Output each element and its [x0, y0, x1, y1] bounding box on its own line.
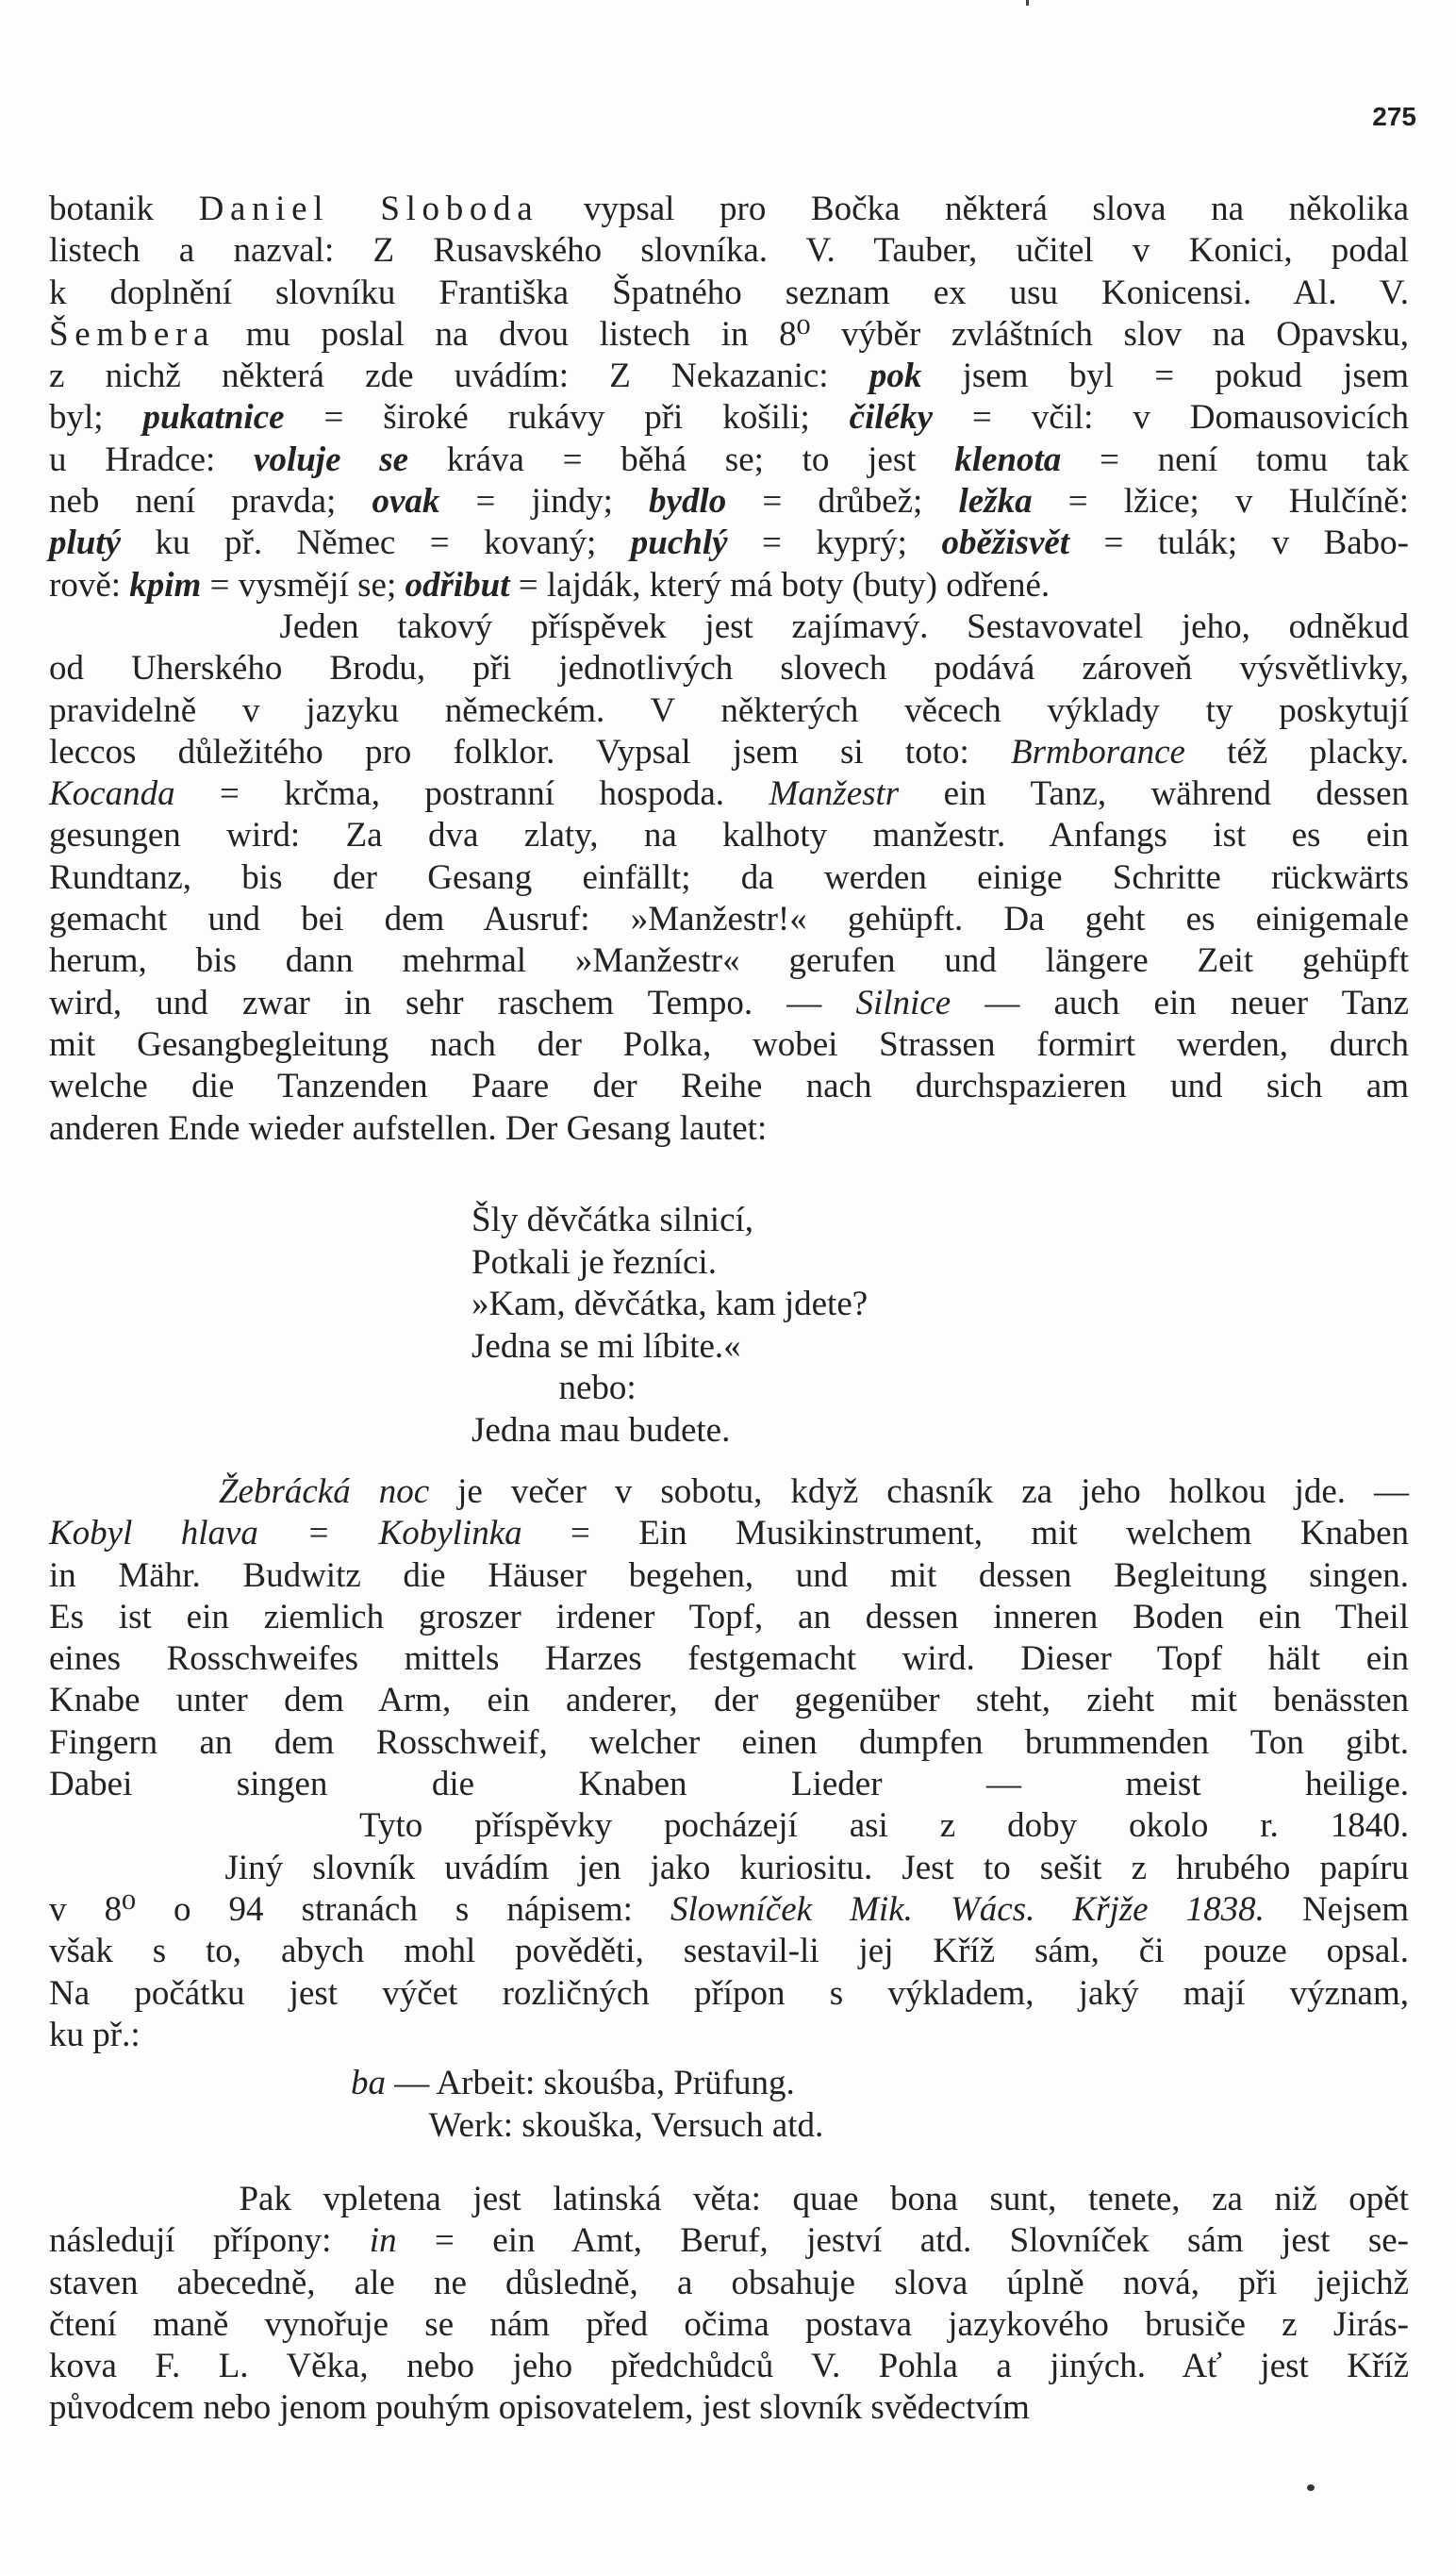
text-line [49, 1848, 1409, 1889]
verse-line: Potkali je řezníci. [472, 1242, 717, 1282]
headword: Manžestr [769, 774, 900, 814]
headword: Žebrácká noc [218, 1472, 430, 1511]
text-line [49, 1024, 1409, 1066]
text-run: Jeden takový příspěvek jest zajímavý. Sestavovatel jeho, odněkud [49, 607, 1409, 646]
text-run: Nejsem [1264, 1889, 1409, 1929]
text-run: — Arbeit: skouśba, Prüfung. [386, 2064, 795, 2102]
headword: bydlo [649, 482, 727, 522]
text-run: Werk: skouška, Versuch atd. [351, 2105, 824, 2145]
text-run: = ein Amt, Beruf, jeství atd. Slovníček sám jest se- [396, 2221, 1409, 2261]
text-run: mit Gesangbegleitung nach der Polka, wobei Strassen formirt werden, durch [49, 1024, 1409, 1064]
text-run: = lžice; v Hulčíně: [1032, 482, 1409, 522]
headword: puchlý [630, 523, 728, 563]
text-run: = Ein Musikinstrument, mit welchem Knaben [521, 1514, 1409, 1553]
verse-line: Jedna se mi líbite.« [472, 1326, 741, 1366]
text-line [49, 565, 1409, 606]
text-run: leccos důležitého pro folklor. Vypsal jsem si toto: [49, 732, 1011, 772]
headword: Kobyl hlava = Kobylinka [49, 1514, 522, 1553]
ink-speck [1307, 2484, 1315, 2491]
text-run: = drůbež; [726, 482, 959, 522]
text-run: Dabei singen die Knaben Lieder — meist heilige. [49, 1765, 1409, 1804]
text-line [49, 314, 1409, 356]
text-line [49, 2179, 1409, 2220]
text-line [49, 273, 1409, 314]
verse-song [472, 1200, 1132, 1452]
paragraph-manzestr-dance [49, 606, 1409, 1150]
text-line [49, 648, 1409, 689]
headword: ba [351, 2064, 386, 2102]
text-run: neb není pravda; [49, 482, 372, 522]
headword: čiléky [849, 398, 933, 438]
text-run: = kyprý; [727, 523, 942, 563]
headword: ležka [958, 482, 1033, 522]
text-line [49, 983, 1409, 1024]
headword: pukatnice [142, 398, 285, 438]
text-run: Tyto příspěvky pocházejí asi z doby okolo r. 1840. [49, 1806, 1409, 1846]
text-run: u Hradce: [49, 440, 255, 479]
text-line [49, 732, 1409, 773]
text-line [49, 2387, 1409, 2429]
text-run: jsem byl = pokud jsem [921, 357, 1409, 396]
text-run: = není tomu tak [1061, 440, 1409, 479]
headword: Slowníček Mik. Wács. Křjže 1838. [670, 1889, 1265, 1929]
text-line [49, 940, 1409, 982]
paragraph-kobylinka-and-slovnicek [49, 1471, 1409, 2056]
text-run: staven abecedně, ale ne důsledně, a obsahuje slova úplně nová, při jejichž [49, 2263, 1409, 2302]
text-run: in Mähr. Budwitz die Häuser begehen, und mit dessen Begleitung singen. [49, 1555, 1409, 1595]
text-line [49, 815, 1409, 856]
text-line [49, 1597, 1409, 1638]
text-run: = krčma, postranní hospoda. [174, 774, 769, 814]
text-run: welche die Tanzenden Paare der Reihe nach durchspazieren und sich am [49, 1067, 1409, 1106]
text-run: ein Tanz, während dessen [899, 774, 1409, 814]
text-run: botanik [49, 190, 199, 228]
spaced-name: Daniel Sloboda [198, 190, 539, 228]
text-line [49, 440, 1409, 481]
text-run: = včil: v Domausovicích [933, 398, 1410, 438]
text-line [49, 2304, 1409, 2346]
text-run: Jiný slovník uvádím jen jako kuriositu. Jest to sešit z hrubého papíru [49, 1848, 1409, 1887]
text-line [49, 773, 1409, 815]
text-line [49, 1638, 1409, 1680]
text-run: rově: [49, 565, 130, 605]
text-line [49, 1764, 1409, 1805]
text-line [49, 523, 1409, 564]
text-run: — auch ein neuer Tanz [951, 983, 1409, 1022]
text-run: však s to, abych mohl pověděti, sestavil-li jej Kříž sám, či pouze opsal. [49, 1932, 1409, 1971]
text-run: Na počátku jest výčet rozličných přípon s výkladem, jaký mají význam, [49, 1973, 1409, 2013]
text-run: = jindy; [439, 482, 650, 522]
text-run: z nichž některá zde uvádím: Z Nekazanic: [49, 357, 869, 396]
text-line [49, 1973, 1409, 2015]
text-run: ku př. Němec = kovaný; [121, 523, 631, 563]
text-line [49, 1805, 1409, 1847]
text-line [49, 1555, 1409, 1597]
text-line [49, 1471, 1409, 1513]
text-run: pravidelně v jazyku německém. V některých věcech výklady ty poskytují [49, 690, 1409, 730]
headword: klenota [954, 440, 1062, 479]
text-run: Knabe unter dem Arm, ein anderer, der gegenüber steht, zieht mit benässten [49, 1681, 1409, 1720]
text-line [49, 899, 1409, 940]
text-line [49, 606, 1409, 648]
headword: voluje se [254, 440, 409, 479]
text-line [351, 2105, 1011, 2148]
headword: pok [869, 357, 922, 396]
verse-line: »Kam, děvčátka, kam jdete? [472, 1285, 869, 1323]
text-run: anderen Ende wieder aufstellen. Der Gesang lautet: [49, 1108, 768, 1148]
headword: Brmborance [1010, 732, 1185, 772]
headword: ovak [372, 482, 440, 522]
text-run: je večer v sobotu, když chasník za jeho holkou jde. — [429, 1472, 1410, 1511]
text-run: vypsal pro Bočka některá slova na několika [538, 190, 1409, 228]
text-run: též placky. [1184, 732, 1409, 772]
text-run: v 8⁰ o 94 stranách s nápisem: [49, 1889, 671, 1929]
paragraph-latin-sentence [49, 2179, 1409, 2430]
headword: kpim [129, 565, 202, 605]
text-line [49, 2346, 1409, 2387]
text-run: ku př.: [49, 2015, 141, 2054]
text-line [49, 1680, 1409, 1721]
text-line [49, 1513, 1409, 1554]
text-run: původcem nebo jenom pouhým opisovatelem, jest slovník svědectvím [49, 2388, 1030, 2428]
scan-mark [1026, 0, 1029, 6]
text-run: Rundtanz, bis der Gesang einfällt; da werden einige Schritte rückwärts [49, 857, 1409, 897]
text-run: kova F. L. Věka, nebo jeho předchůdců V. Pohla a jiných. Ať jest Kříž [49, 2347, 1409, 2386]
text-run: byl; [49, 398, 143, 438]
text-run: = tulák; v Babo- [1069, 523, 1409, 563]
headword: oběžisvět [941, 523, 1070, 563]
text-line [49, 189, 1409, 230]
paragraph-dialect-words [49, 189, 1409, 606]
text-run: od Uherského Brodu, při jednotlivých slovech podává zároveň výsvětlivky, [49, 649, 1409, 689]
text-run [49, 1472, 219, 1511]
page-number: 275 [1372, 102, 1416, 131]
text-line [49, 1889, 1409, 1931]
text-line [49, 1108, 1409, 1150]
text-run: k doplnění slovníku Františka Špatného seznam ex usu Konicensi. Al. V. [49, 273, 1409, 312]
text-line [49, 397, 1409, 439]
verse-line: Jedna mau budete. [472, 1410, 731, 1450]
headword: Silnice [855, 983, 951, 1022]
text-run: = široké rukávy při košili; [284, 398, 850, 438]
text-line [49, 690, 1409, 732]
spaced-name: Šembera [49, 314, 216, 354]
text-run: čtení maně vynořuje se nám před očima postava jazykového brusiče z Jirás- [49, 2304, 1409, 2344]
text-line [49, 356, 1409, 397]
text-run: kráva = běhá se; to jest [408, 440, 955, 479]
text-run: gemacht und bei dem Ausruf: »Manžestr!« gehüpft. Da geht es einigemale [49, 900, 1409, 939]
text-line [49, 2015, 1409, 2056]
text-run: Fingern an dem Rosschweif, welcher einen dumpfen brummenden Ton gibt. [49, 1722, 1409, 1762]
text-line [49, 481, 1409, 523]
text-run: gesungen wird: Za dva zlaty, na kalhoty manžestr. Anfangs ist es ein [49, 816, 1409, 855]
text-run: mu poslal na dvou listech in 8⁰ výběr zvláštních slov na Opavsku, [215, 314, 1409, 354]
text-run: listech a nazval: Z Rusavského slovníka. V. Tauber, učitel v Konici, podal [49, 231, 1409, 271]
headword: odřibut [405, 565, 510, 605]
text-run: Pak vpletena jest latinská věta: quae bona sunt, tenete, za niž opět [49, 2180, 1409, 2218]
text-line [49, 1066, 1409, 1107]
verse-line: Šly děvčátka silnicí, [472, 1201, 754, 1239]
verse-suffix-example [351, 2063, 1011, 2147]
text-line [351, 2063, 1011, 2105]
headword: in [369, 2221, 397, 2261]
text-line [49, 230, 1409, 272]
text-line [49, 2220, 1409, 2262]
text-line [49, 2263, 1409, 2304]
text-run: = vysmějí se; [201, 565, 405, 605]
text-line [49, 1931, 1409, 1972]
text-run: eines Rosschweifes mittels Harzes festgemacht wird. Dieser Topf hält ein [49, 1639, 1409, 1679]
verse-line: nebo: [472, 1369, 637, 1407]
text-line [49, 1722, 1409, 1764]
text-run: herum, bis dann mehrmal »Manžestr« gerufen und längere Zeit gehüpft [49, 941, 1409, 981]
text-run: wird, und zwar in sehr raschem Tempo. — [49, 983, 856, 1022]
text-line [49, 857, 1409, 899]
text-run: = lajdák, který má boty (buty) odřené. [509, 565, 1051, 605]
text-run: následují přípony: [49, 2221, 370, 2261]
headword: plutý [49, 523, 122, 563]
text-run: Es ist ein ziemlich groszer irdener Topf, an dessen inneren Boden ein Theil [49, 1597, 1409, 1636]
headword: Kocanda [49, 774, 175, 814]
